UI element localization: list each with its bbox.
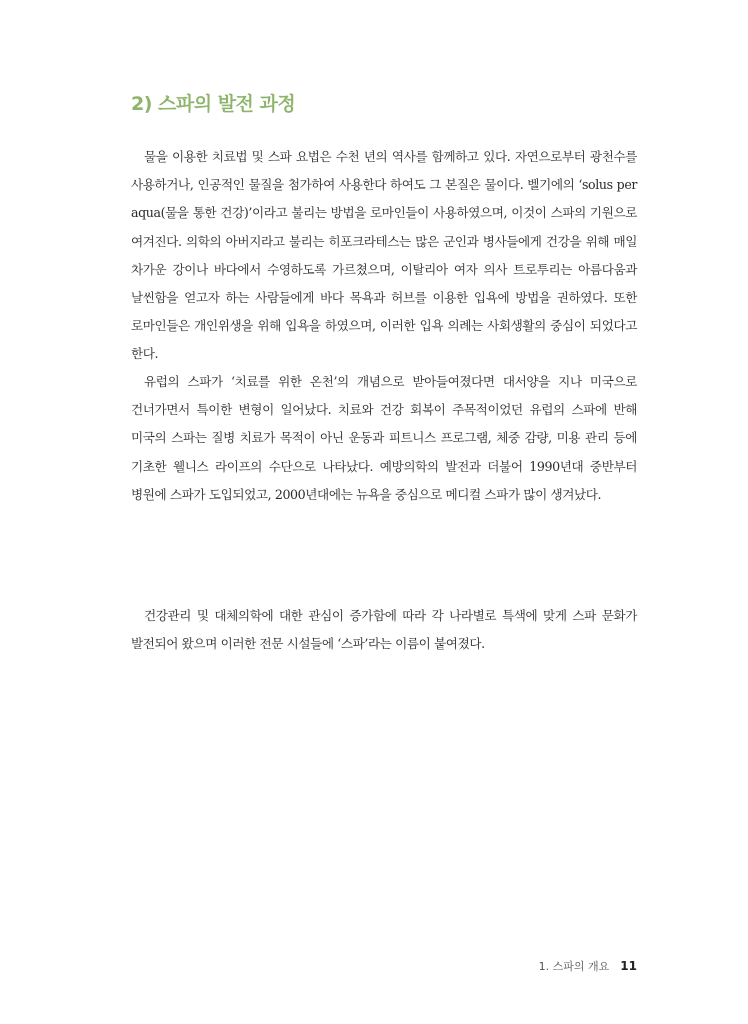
page-number: 11: [620, 959, 637, 973]
section-title: 2) 스파의 발전 과정: [131, 93, 296, 115]
paragraph-culture: 건강관리 및 대체의학에 대한 관심이 증가함에 따라 각 나라별로 특색에 맞게 스파 문화가 발전되어 왔으며 이러한 전문 시설들에 ‘스파’라는 이름이 붙여졌다.: [131, 608, 637, 652]
page-footer: [539, 955, 637, 974]
paragraph-origin: 물을 이용한 치료법 및 스파 요법은 수천 년의 역사를 함께하고 있다. 자연으로부터 광천수를 사용하거나, 인공적인 물질을 첨가하여 사용한다 하여도 그 본질은 물이다. 벨기에의 ‘solus per aqua(물을 통한 건강)’이라고 불리는 방법을 로마인들이 사용하였으며, 이것이 스파의 기원으로 여겨진다. 의학의 아버지라고 불리는 히포크라테스는 많은 군인과 병사들에게 건강을 위해 매일 차가운 강이나 바다에서 수영하도록 가르쳤으며, 이탈리아 여자 의사 트로투리는 아름다움과 날씬함을 얻고자 하는 사람들에게 바다 목욕과 허브를 이용한 입욕에 방법을 권하였다. 또한 로마인들은 개인위생을 위해 입욕을 하였으며, 이러한 입욕 의례는 사회생활의 중심이 되었다고 한다.: [131, 149, 637, 362]
footer-chapter-title: 1. 스파의 개요: [538, 960, 610, 973]
paragraph-america: 유럽의 스파가 ‘치료를 위한 온천’의 개념으로 받아들여졌다면 대서양을 지나 미국으로 건너가면서 특이한 변형이 일어났다. 치료와 건강 회복이 주목적이었던 유럽의 스파에 반해 미국의 스파는 질병 치료가 목적이 아닌 운동과 피트니스 프로그램, 체중 감량, 미용 관리 등에 기초한 웰니스 라이프의 수단으로 나타났다. 예방의학의 발전과 더불어 1990년대 중반부터 병원에 스파가 도입되었고, 2000년대에는 뉴욕을 중심으로 메디컬 스파가 많이 생겨났다.: [131, 374, 637, 502]
